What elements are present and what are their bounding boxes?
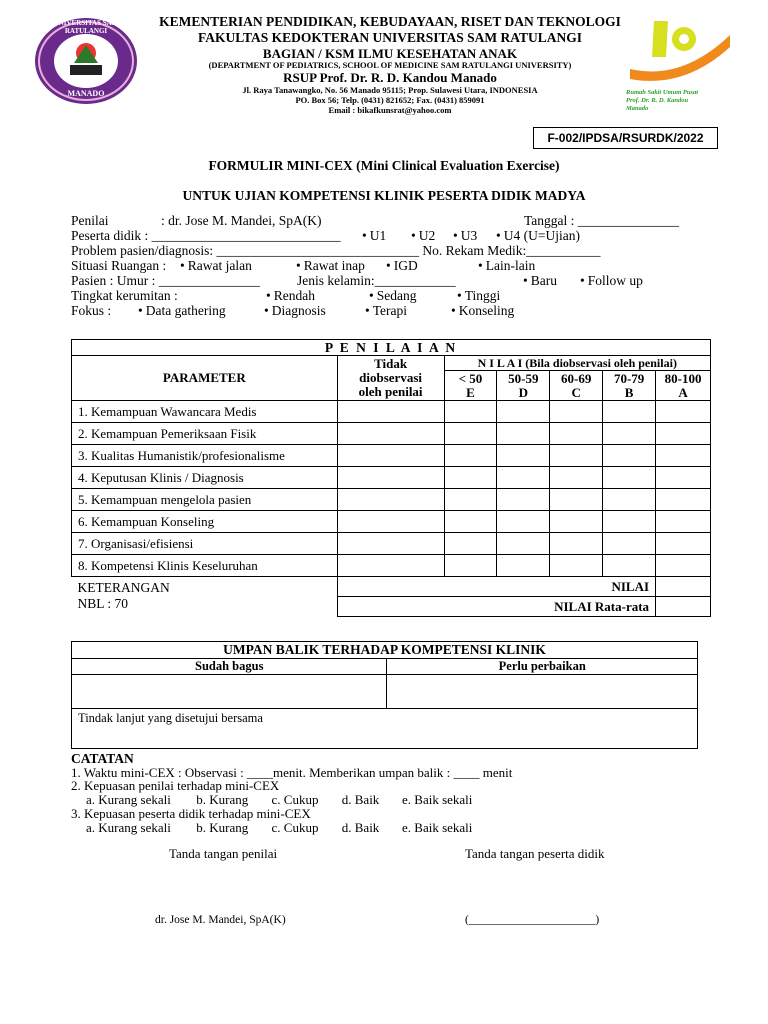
grade-e-cell[interactable] [444,445,497,467]
tidak-diobservasi-cell[interactable] [337,533,444,555]
penilai-label: Penilai [71,213,109,228]
grade-b-cell[interactable] [603,445,656,467]
parameter-label: 7. Organisasi/efisiensi [72,533,338,555]
header-department: BAGIAN / KSM ILMU KESEHATAN ANAK [262,46,518,61]
grade-a-cell[interactable] [656,423,711,445]
perlu-perbaikan-header: Perlu perbaikan [387,659,698,675]
header-address: Jl. Raya Tanawangko, No. 56 Manado 95115; Prop. Sulawesi Utara, INDONESIA [242,85,538,95]
grade-d-cell[interactable] [497,555,550,577]
grade-b-cell[interactable] [603,401,656,423]
logo-text-bottom: MANADO [67,89,105,98]
option-u4[interactable]: • U4 (U=Ujian) [496,228,580,244]
option-lain-lain[interactable]: • Lain-lain [478,258,535,274]
option-kurang[interactable]: b. Kurang [196,792,249,807]
nilai-header: N I L A I (Bila diobservasi oleh penilai) [444,356,710,371]
grade-b-cell[interactable] [603,489,656,511]
peserta-field[interactable]: Peserta didik : ____________________________ [71,228,341,243]
grade-range: 50-59 [508,370,539,386]
problem-field[interactable]: Problem pasien/diagnosis: ______________________________ No. Rekam Medik:___________ [71,243,601,258]
keterangan-cell [72,577,338,617]
grade-letter: C [571,384,581,400]
jenis-kelamin-field[interactable]: Jenis kelamin:____________ [297,273,456,288]
grade-header-e [444,371,497,401]
form-code: F-002/IPDSA/RSURDK/2022 [547,131,704,145]
grade-a-cell[interactable] [656,533,711,555]
option-u2[interactable]: • U2 [411,228,435,244]
option-baik-sekali[interactable]: e. Baik sekali [402,792,473,807]
grade-c-cell[interactable] [550,423,603,445]
grade-c-cell[interactable] [550,445,603,467]
grade-e-cell[interactable] [444,489,497,511]
grade-e-cell[interactable] [444,423,497,445]
header-department-en: (DEPARTMENT OF PEDIATRICS, SCHOOL OF MEDICINE SAM RATULANGI UNIVERSITY) [208,60,572,70]
tidak-diobservasi-cell[interactable] [337,555,444,577]
nbl-label: NBL : 70 [77,596,128,611]
option-sedang[interactable]: • Sedang [369,288,416,304]
pasien-umur-field[interactable]: Pasien : Umur : _______________ [71,273,260,288]
grade-d-cell[interactable] [497,489,550,511]
table-row [72,467,711,489]
header-hospital: RSUP Prof. Dr. R. D. Kandou Manado [283,70,497,85]
parameter-label: 2. Kemampuan Pemeriksaan Fisik [72,423,338,445]
table-row [72,423,711,445]
grade-d-cell[interactable] [497,533,550,555]
table-row [72,401,711,423]
table-row [72,445,711,467]
parameter-label: 4. Keputusan Klinis / Diagnosis [72,467,338,489]
sign-peserta-label: Tanda tangan peserta didik [465,846,605,861]
grade-header-c [550,371,603,401]
grade-e-cell[interactable] [444,533,497,555]
parameter-label: 6. Kemampuan Konseling [72,511,338,533]
nilai-label: NILAI [337,577,655,597]
penilaian-table [71,339,711,617]
option-baru[interactable]: • Baru [523,273,557,289]
parameter-label: 3. Kualitas Humanistik/profesionalisme [72,445,338,467]
grade-c-cell[interactable] [550,489,603,511]
fokus-label: Fokus : [71,303,112,318]
grade-d-cell[interactable] [497,423,550,445]
grade-letter: B [624,384,634,400]
option-baik-sekali[interactable]: e. Baik sekali [402,820,473,835]
logo-right-line2: Prof. Dr. R. D. Kandou [626,97,689,104]
grade-c-cell[interactable] [550,533,603,555]
tidak-line3: oleh penilai [358,384,423,399]
option-rawat-inap[interactable]: • Rawat inap [296,258,365,274]
parameter-header: PARAMETER [72,356,338,401]
tidak-diobservasi-cell[interactable] [337,401,444,423]
grade-c-cell[interactable] [550,467,603,489]
option-u1[interactable]: • U1 [362,228,386,244]
tidak-diobservasi-cell[interactable] [337,423,444,445]
grade-b-cell[interactable] [603,555,656,577]
tanggal-field[interactable]: Tanggal : _______________ [524,213,680,228]
tidak-diobservasi-cell[interactable] [337,467,444,489]
option-diagnosis[interactable]: • Diagnosis [264,303,326,319]
grade-header-a [656,371,711,401]
tindak-lanjut-field[interactable] [72,709,698,749]
catatan-title: CATATAN [71,751,134,766]
form-code-box [533,127,718,149]
grade-letter: D [518,384,529,400]
option-terapi[interactable]: • Terapi [365,303,407,319]
grade-header-d [497,371,550,401]
header-ministry: KEMENTERIAN PENDIDIKAN, KEBUDAYAAN, RISET DAN TEKNOLOGI [159,14,621,29]
tindak-lanjut-label: Tindak lanjut yang disetujui bersama [78,711,263,725]
logo-right-line3: Manado [626,105,649,112]
option-tinggi[interactable]: • Tinggi [457,288,500,304]
grade-range: < 50 [458,370,483,386]
parameter-label: 1. Kemampuan Wawancara Medis [72,401,338,423]
perlu-perbaikan-field[interactable] [387,675,698,709]
table-row [72,555,711,577]
penilai-name: dr. Jose M. Mandei, SpA(K) [155,914,286,926]
option-cukup[interactable]: c. Cukup [271,792,319,807]
tidak-line1: Tidak [374,356,408,371]
nilai-rata-value[interactable] [656,597,711,617]
tidak-line2: diobservasi [359,370,422,385]
grade-a-cell[interactable] [656,555,711,577]
grade-d-cell[interactable] [497,401,550,423]
grade-b-cell[interactable] [603,467,656,489]
option-igd[interactable]: • IGD [386,258,418,274]
option-kurang[interactable]: b. Kurang [196,820,249,835]
grade-b-cell[interactable] [603,533,656,555]
header-faculty: FAKULTAS KEDOKTERAN UNIVERSITAS SAM RATULANGI [197,30,583,45]
option-kurang-sekali[interactable]: a. Kurang sekali [86,792,171,807]
option-kurang-sekali[interactable]: a. Kurang sekali [86,820,171,835]
grade-range: 60-69 [561,370,592,386]
logo-right-line1: Rumah Sakit Umum Pusat [626,89,699,96]
nilai-rata-label: NILAI Rata-rata [337,597,655,617]
option-cukup[interactable]: c. Cukup [271,820,319,835]
option-data-gathering[interactable]: • Data gathering [138,303,226,319]
tidak-diobservasi-cell[interactable] [337,445,444,467]
keterangan-label: KETERANGAN [77,580,170,595]
grade-letter: A [678,384,688,400]
sign-penilai-label: Tanda tangan penilai [169,846,278,861]
situasi-label: Situasi Ruangan : [71,258,167,273]
grade-e-cell[interactable] [444,555,497,577]
grade-a-cell[interactable] [656,401,711,423]
parameter-label: 8. Kompetensi Klinis Keseluruhan [72,555,338,577]
grade-e-cell[interactable] [444,511,497,533]
option-rawat-jalan[interactable]: • Rawat jalan [180,258,252,274]
form-subtitle: UNTUK UJIAN KOMPETENSI KLINIK PESERTA DIDIK MADYA [182,188,586,203]
form-title: FORMULIR MINI-CEX (Mini Clinical Evaluation Exercise) [208,158,560,173]
option-baik[interactable]: d. Baik [341,792,380,807]
header-email: Email : bikafkunsrat@yahoo.com [328,105,452,115]
peserta-name-blank[interactable]: (______________________) [465,914,600,926]
grade-c-cell[interactable] [550,511,603,533]
umpan-balik-table [71,641,698,749]
grade-b-cell[interactable] [603,423,656,445]
table-row [72,489,711,511]
grade-range: 80-100 [664,370,702,386]
grade-c-cell[interactable] [550,401,603,423]
penilaian-title: P E N I L A I A N [72,340,711,356]
kepuasan-peserta-options [86,820,472,836]
table-row [72,511,711,533]
grade-e-cell[interactable] [444,467,497,489]
catatan-line3: 3. Kepuasan peserta didik terhadap mini-CEX [71,806,311,821]
grade-b-cell[interactable] [603,511,656,533]
option-u3[interactable]: • U3 [453,228,477,244]
grade-letter: E [466,384,475,400]
grade-d-cell[interactable] [497,445,550,467]
sudah-bagus-header: Sudah bagus [72,659,387,675]
grade-d-cell[interactable] [497,511,550,533]
tidak-diobservasi-cell[interactable] [337,489,444,511]
grade-header-b [603,371,656,401]
option-baik[interactable]: d. Baik [341,820,380,835]
grade-d-cell[interactable] [497,467,550,489]
table-row [72,533,711,555]
option-follow-up[interactable]: • Follow up [580,273,643,289]
grade-range: 70-79 [613,370,645,386]
catatan-line1: 1. Waktu mini-CEX : Observasi : ____menit. Memberikan umpan balik : ____ menit [71,765,513,780]
option-rendah[interactable]: • Rendah [266,288,315,304]
tidak-diobservasi-cell[interactable] [337,511,444,533]
grade-a-cell[interactable] [656,511,711,533]
grade-a-cell[interactable] [656,489,711,511]
grade-a-cell[interactable] [656,467,711,489]
grade-c-cell[interactable] [550,555,603,577]
penilai-value: : dr. Jose M. Mandei, SpA(K) [161,213,322,228]
tidak-header [337,356,444,401]
tingkat-label: Tingkat kerumitan : [71,288,178,303]
header-pobox: PO. Box 56; Telp. (0431) 821652; Fax. (0431) 859091 [295,95,485,105]
grade-e-cell[interactable] [444,401,497,423]
grade-a-cell[interactable] [656,445,711,467]
nilai-value[interactable] [656,577,711,597]
option-konseling[interactable]: • Konseling [451,303,514,319]
parameter-label: 5. Kemampuan mengelola pasien [72,489,338,511]
logo-text-top: UNIVERSITAS SAM RATULANGI [53,19,119,35]
catatan-line2: 2. Kepuasan penilai terhadap mini-CEX [71,778,280,793]
umpan-title: UMPAN BALIK TERHADAP KOMPETENSI KLINIK [72,642,698,659]
sudah-bagus-field[interactable] [72,675,387,709]
